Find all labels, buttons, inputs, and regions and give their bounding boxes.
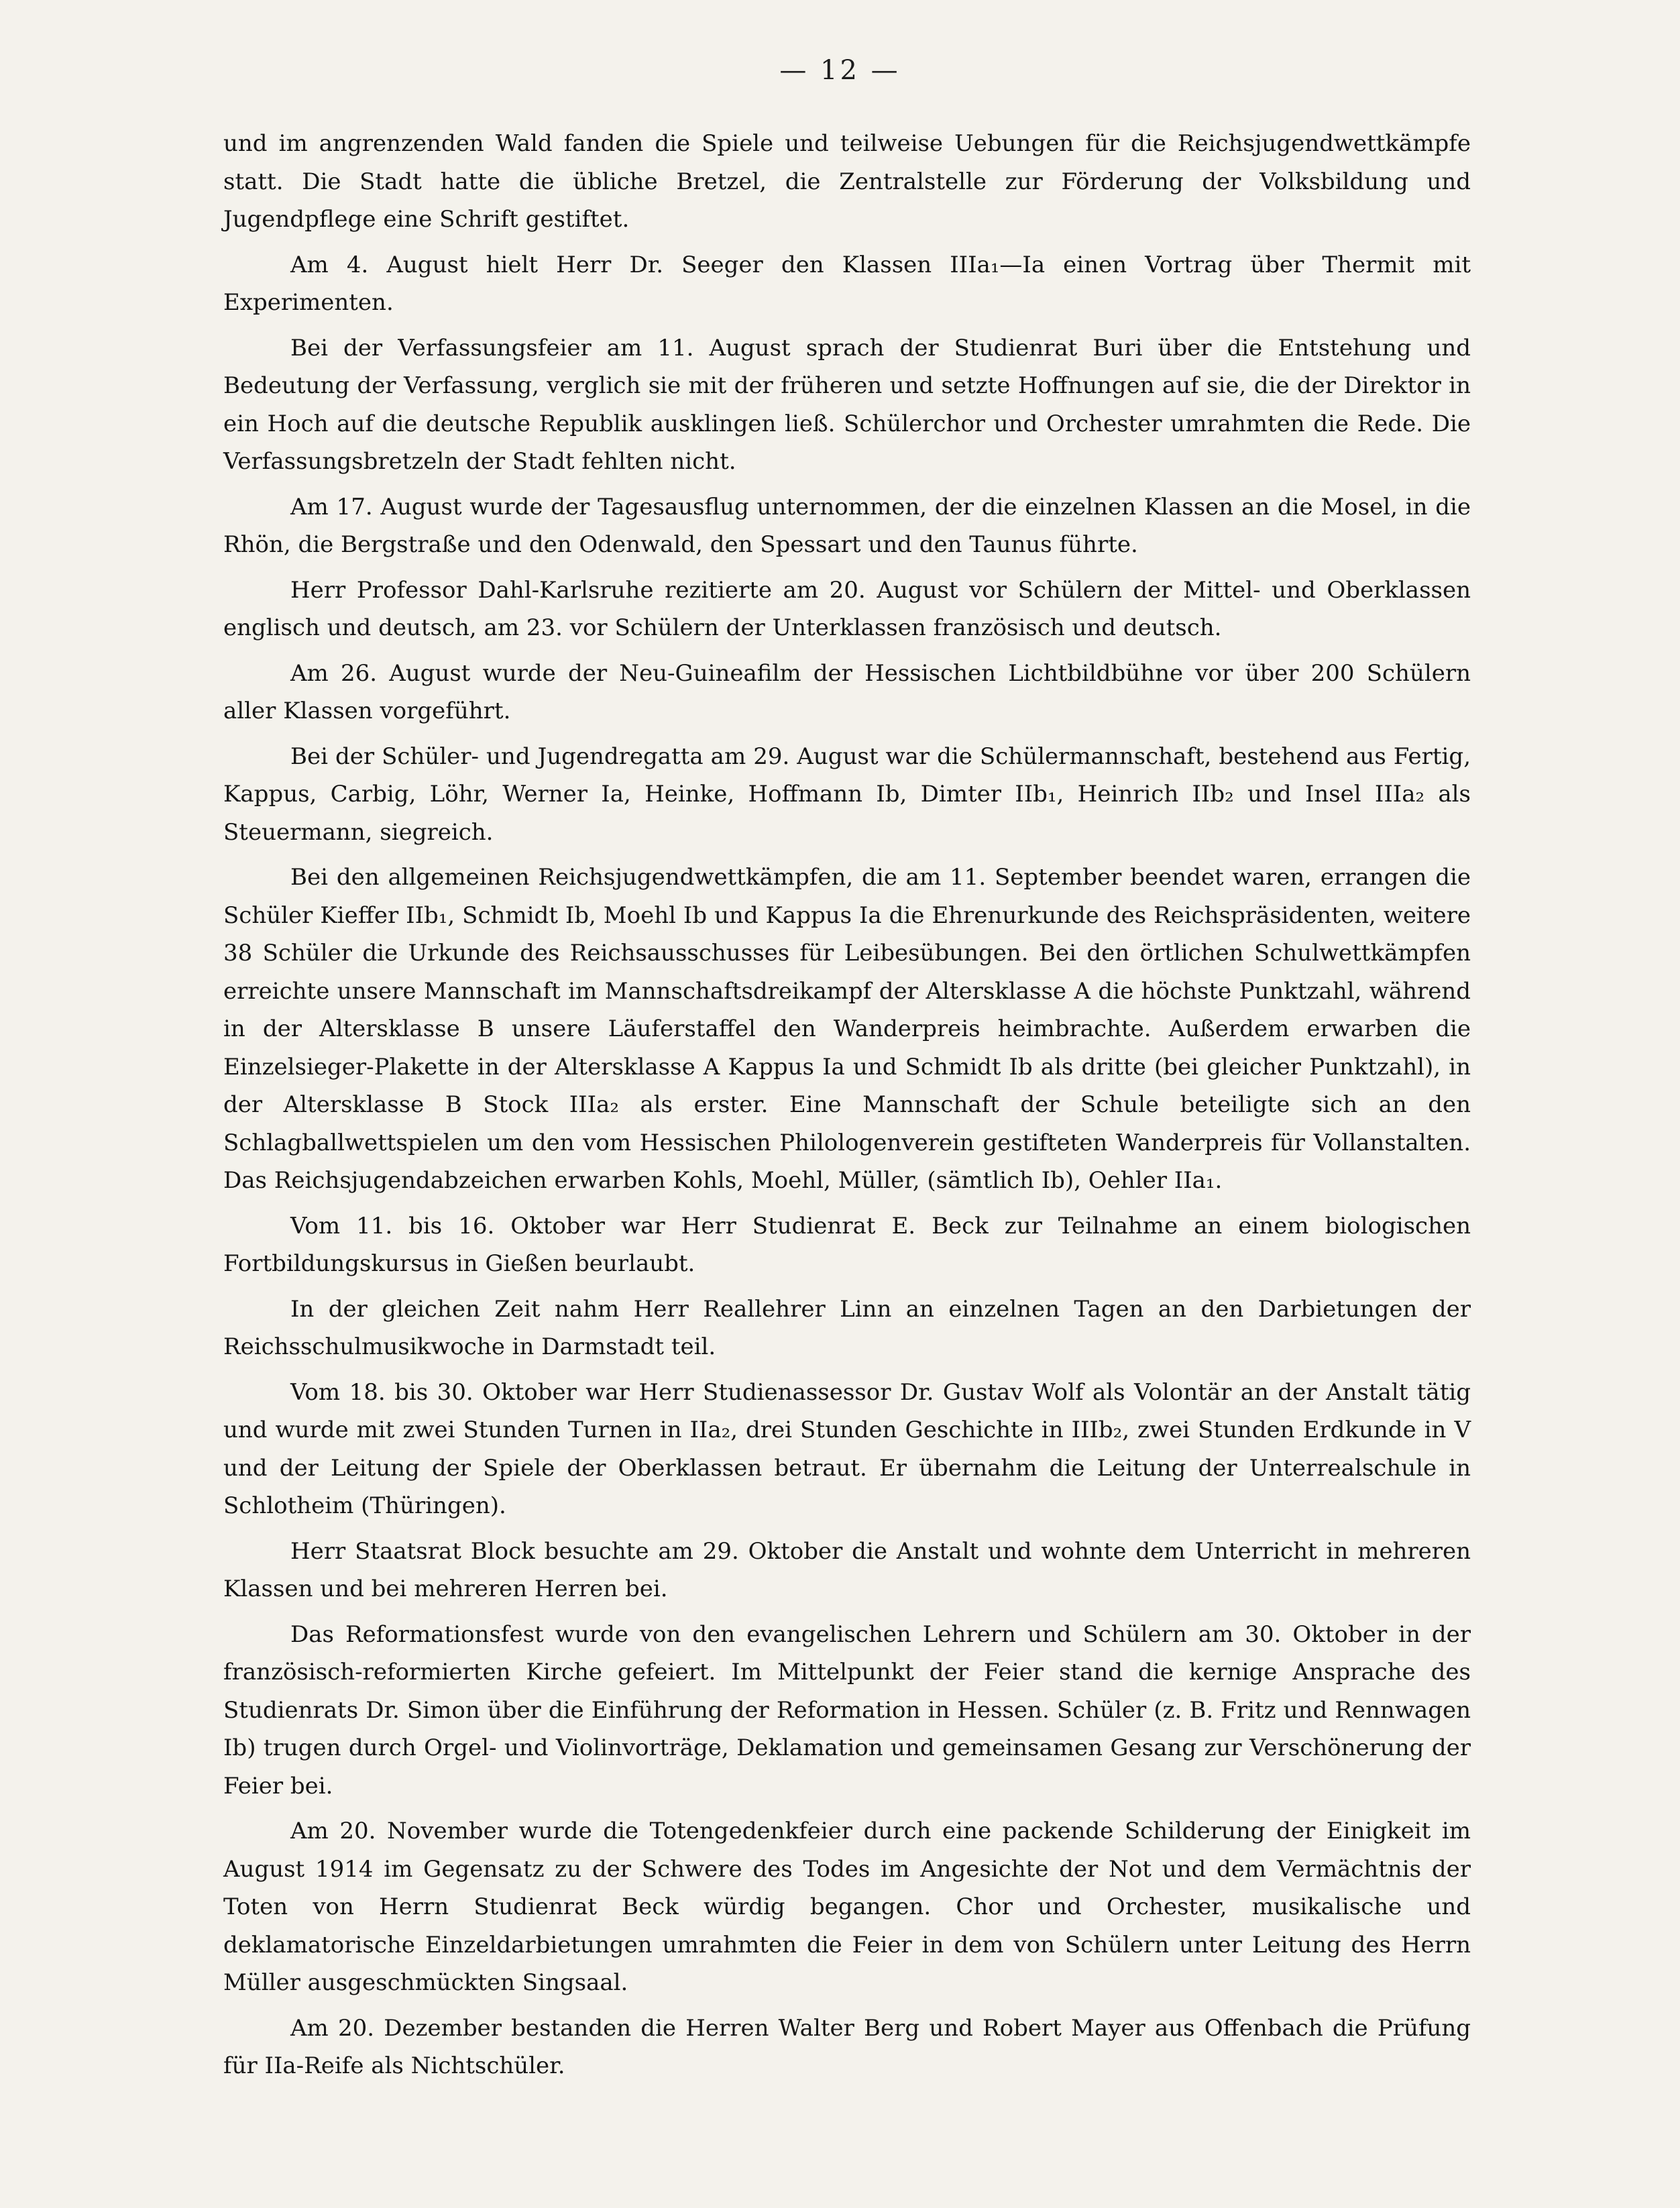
- paragraph: Bei der Schüler- und Jugendregatta am 29. August war die Schülermannschaft, bestehend aus Fertig, Kappus, Carbig, Löhr, Werner Ia, Heinke, Hoffmann Ib, Dimter IIb₁, Heinrich IIb₂ und Insel IIIa₂ als Steuermann, siegreich.: [223, 742, 1471, 846]
- paragraph: Bei den allgemeinen Reichsjugendwettkämpfen, die am 11. September beendet waren, errangen die Schüler Kieffer IIb₁, Schmidt Ib, Moehl Ib und Kappus Ia die Ehrenurkunde des Reichspräsidenten, weitere 38 Schüler die Urkunde des Reichsausschusses für Leibesübungen. Bei den örtlichen Schulwettkämpfen erreichte unsere Mannschaft im Mannschaftsdreikampf der Altersklasse A die höchste Punktzahl, während in der Altersklasse B unsere Läuferstaffel den Wanderpreis heimbrachte. Außerdem erwarben die Einzelsieger-Plakette in der Altersklasse A Kappus Ia und Schmidt Ib als dritte (bei gleicher Punktzahl), in der Altersklasse B Stock IIIa₂ als erster. Eine Mannschaft der Schule beteiligte sich an den Schlagballwettspielen um den vom Hessischen Philologenverein gestifteten Wanderpreis für Vollanstalten. Das Reichsjugendabzeichen erwarben Kohls, Moehl, Müller, (sämtlich Ib), Oehler IIa₁.: [223, 864, 1471, 1194]
- paragraph: Am 17. August wurde der Tagesausflug unternommen, der die einzelnen Klassen an die Mosel, in die Rhön, die Bergstraße und den Odenwald, den Spessart und den Taunus führte.: [223, 493, 1471, 558]
- body-text: [223, 125, 1471, 2093]
- paragraph: und im angrenzenden Wald fanden die Spiele und teilweise Uebungen für die Reichsjugendwettkämpfe statt. Die Stadt hatte die übliche Bretzel, die Zentralstelle zur Förderung der Volksbildung und Jugendpflege eine Schrift gestiftet.: [223, 130, 1471, 233]
- paragraph: Am 20. Dezember bestanden die Herren Walter Berg und Robert Mayer aus Offenbach die Prüfung für IIa-Reife als Nichtschüler.: [223, 2014, 1471, 2079]
- paragraph: Am 20. November wurde die Totengedenkfeier durch eine packende Schilderung der Einigkeit im August 1914 im Gegensatz zu der Schwere des Todes im Angesichte der Not und dem Vermächtnis der Toten von Herrn Studienrat Beck würdig begangen. Chor und Orchester, musikalische und deklamatorische Einzeldarbietungen umrahmten die Feier in dem von Schülern unter Leitung des Herrn Müller ausgeschmückten Singsaal.: [223, 1818, 1471, 1996]
- paragraph: Am 26. August wurde der Neu-Guineafilm der Hessischen Lichtbildbühne vor über 200 Schülern aller Klassen vorgeführt.: [223, 659, 1471, 724]
- paragraph: Vom 11. bis 16. Oktober war Herr Studienrat E. Beck zur Teilnahme an einem biologischen Fortbildungskursus in Gießen beurlaubt.: [223, 1212, 1471, 1277]
- paragraph: Am 4. August hielt Herr Dr. Seeger den Klassen IIIa₁—Ia einen Vortrag über Thermit mit Experimenten.: [223, 251, 1471, 316]
- paragraph: Herr Professor Dahl-Karlsruhe rezitierte am 20. August vor Schülern der Mittel- und Oberklassen englisch und deutsch, am 23. vor Schülern der Unterklassen französisch und deutsch.: [223, 576, 1471, 641]
- paragraph: Das Reformationsfest wurde von den evangelischen Lehrern und Schülern am 30. Oktober in der französisch-reformierten Kirche gefeiert. Im Mittelpunkt der Feier stand die kernige Ansprache des Studienrats Dr. Simon über die Einführung der Reformation in Hessen. Schüler (z. B. Fritz und Rennwagen Ib) trugen durch Orgel- und Violinvorträge, Deklamation und gemeinsamen Gesang zur Verschönerung der Feier bei.: [223, 1620, 1471, 1800]
- paragraph: In der gleichen Zeit nahm Herr Reallehrer Linn an einzelnen Tagen an den Darbietungen der Reichsschulmusikwoche in Darmstadt teil.: [223, 1295, 1471, 1360]
- page-number: — 12 —: [779, 55, 901, 86]
- paragraph: Bei der Verfassungsfeier am 11. August sprach der Studienrat Buri über die Entstehung und Bedeutung der Verfassung, verglich sie mit der früheren und setzte Hoffnungen auf sie, die der Direktor in ein Hoch auf die deutsche Republik ausklingen ließ. Schülerchor und Orchester umrahmten die Rede. Die Verfassungsbretzeln der Stadt fehlten nicht.: [223, 334, 1471, 475]
- paragraph: Vom 18. bis 30. Oktober war Herr Studienassessor Dr. Gustav Wolf als Volontär an der Anstalt tätig und wurde mit zwei Stunden Turnen in IIa₂, drei Stunden Geschichte in IIIb₂, zwei Stunden Erdkunde in V und der Leitung der Spiele der Oberklassen betraut. Er übernahm die Leitung der Unterrealschule in Schlotheim (Thüringen).: [223, 1378, 1471, 1519]
- paragraph: Herr Staatsrat Block besuchte am 29. Oktober die Anstalt und wohnte dem Unterricht in mehreren Klassen und bei mehreren Herren bei.: [223, 1537, 1471, 1602]
